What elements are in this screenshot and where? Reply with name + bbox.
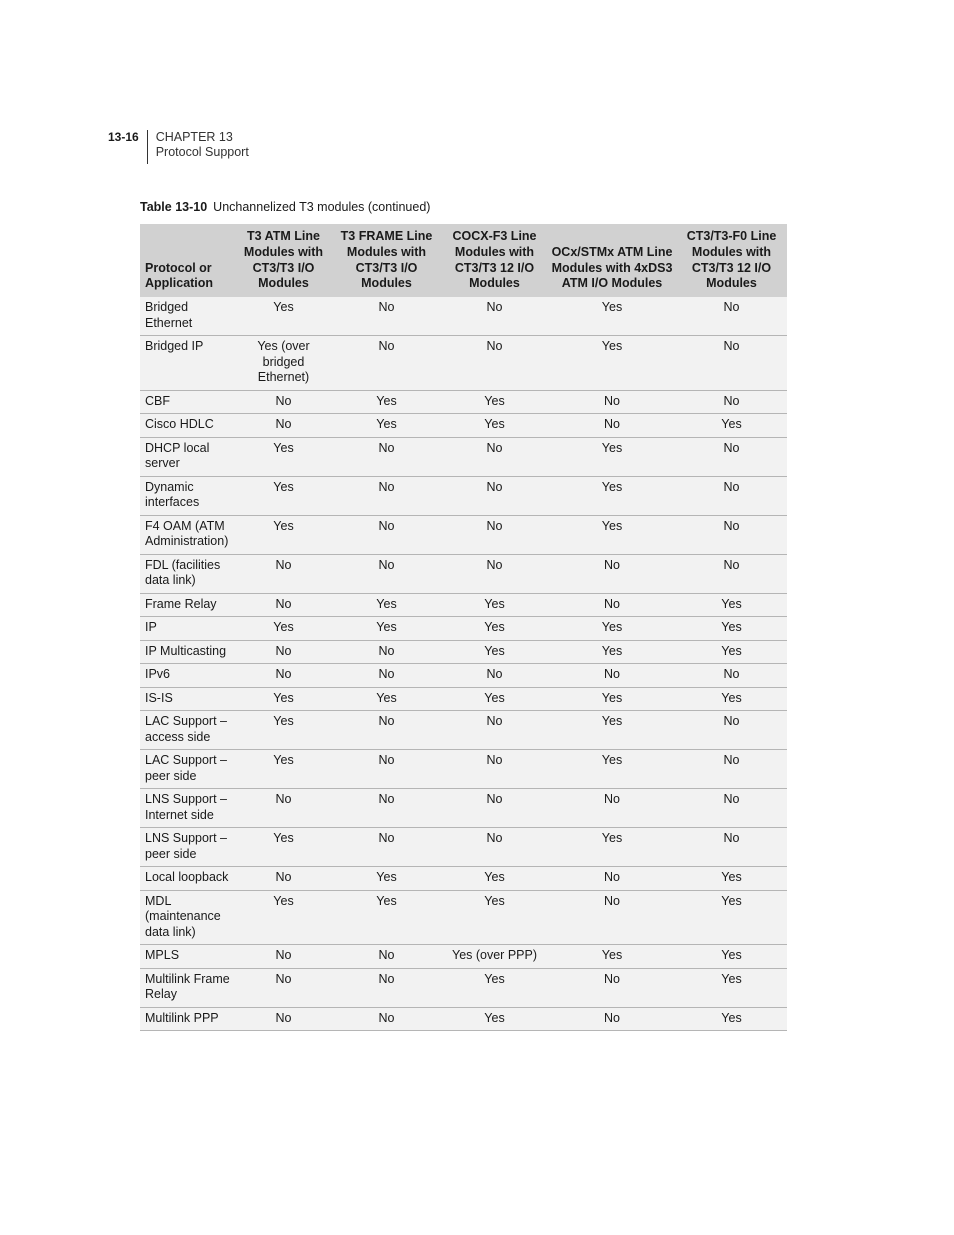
support-cell: No xyxy=(332,828,441,867)
support-cell: Yes xyxy=(235,437,332,476)
support-cell: No xyxy=(676,664,787,688)
support-cell: No xyxy=(332,968,441,1007)
support-cell: No xyxy=(235,593,332,617)
support-cell: Yes xyxy=(332,687,441,711)
support-cell: Yes xyxy=(676,968,787,1007)
support-cell: Yes xyxy=(548,515,676,554)
support-cell: Yes xyxy=(235,890,332,945)
support-cell: Yes xyxy=(235,297,332,336)
table-caption-text: Unchannelized T3 modules (continued) xyxy=(213,200,431,214)
support-cell: No xyxy=(332,1007,441,1031)
protocol-name-cell: IS-IS xyxy=(140,687,235,711)
support-cell: No xyxy=(676,828,787,867)
support-cell: Yes xyxy=(548,687,676,711)
support-cell: Yes xyxy=(676,1007,787,1031)
support-cell: No xyxy=(548,789,676,828)
support-cell: Yes xyxy=(548,336,676,391)
support-cell: No xyxy=(441,664,548,688)
table-row xyxy=(140,664,787,688)
support-cell: No xyxy=(548,390,676,414)
support-cell: Yes xyxy=(235,476,332,515)
support-cell: No xyxy=(441,336,548,391)
support-cell: No xyxy=(676,390,787,414)
support-cell: No xyxy=(676,789,787,828)
chapter-title: Protocol Support xyxy=(155,145,249,159)
support-cell: No xyxy=(235,789,332,828)
column-header: T3 ATM Line Modules with CT3/T3 I/O Modules xyxy=(235,224,332,297)
protocol-name-cell: IP xyxy=(140,617,235,641)
column-header: OCx/STMx ATM Line Modules with 4xDS3 ATM I/O Modules xyxy=(548,224,676,297)
table-caption-label: Table 13-10 xyxy=(140,200,208,214)
support-cell: Yes xyxy=(235,828,332,867)
support-cell: Yes xyxy=(441,687,548,711)
header-divider xyxy=(147,130,148,164)
support-cell: No xyxy=(676,297,787,336)
support-cell: Yes xyxy=(441,968,548,1007)
table-row xyxy=(140,515,787,554)
support-cell: No xyxy=(441,515,548,554)
column-header: Protocol or Application xyxy=(140,224,235,297)
table-row xyxy=(140,711,787,750)
support-cell: No xyxy=(332,297,441,336)
table-row xyxy=(140,890,787,945)
support-cell: No xyxy=(332,789,441,828)
support-cell: No xyxy=(548,414,676,438)
support-cell: No xyxy=(441,554,548,593)
protocol-name-cell: LAC Support – peer side xyxy=(140,750,235,789)
support-cell: Yes xyxy=(548,828,676,867)
support-cell: Yes xyxy=(235,711,332,750)
support-cell: Yes (over PPP) xyxy=(441,945,548,969)
table-row xyxy=(140,390,787,414)
support-cell: Yes xyxy=(548,437,676,476)
support-cell: Yes xyxy=(676,687,787,711)
support-cell: Yes xyxy=(548,297,676,336)
support-cell: Yes xyxy=(441,593,548,617)
support-cell: No xyxy=(235,414,332,438)
support-cell: No xyxy=(332,554,441,593)
support-cell: Yes xyxy=(441,640,548,664)
support-cell: Yes xyxy=(332,593,441,617)
table-row xyxy=(140,593,787,617)
table-row xyxy=(140,640,787,664)
support-cell: Yes xyxy=(676,945,787,969)
table-header-row xyxy=(140,224,787,297)
support-cell: Yes xyxy=(235,617,332,641)
support-cell: No xyxy=(676,437,787,476)
protocol-name-cell: FDL (facilities data link) xyxy=(140,554,235,593)
protocol-name-cell: Multilink PPP xyxy=(140,1007,235,1031)
support-cell: Yes xyxy=(548,711,676,750)
protocol-name-cell: Dynamic interfaces xyxy=(140,476,235,515)
support-cell: Yes xyxy=(332,890,441,945)
support-cell: No xyxy=(332,945,441,969)
chapter-heading xyxy=(156,130,249,160)
support-cell: Yes xyxy=(548,640,676,664)
support-cell: Yes xyxy=(548,750,676,789)
column-header: COCX-F3 Line Modules with CT3/T3 12 I/O Modules xyxy=(441,224,548,297)
support-cell: No xyxy=(235,390,332,414)
chapter-label: CHAPTER 13 xyxy=(155,130,233,144)
support-cell: No xyxy=(332,711,441,750)
support-cell: No xyxy=(441,711,548,750)
protocol-name-cell: IP Multicasting xyxy=(140,640,235,664)
support-cell: Yes xyxy=(235,687,332,711)
protocol-name-cell: DHCP local server xyxy=(140,437,235,476)
protocol-name-cell: MPLS xyxy=(140,945,235,969)
support-cell: Yes (over bridged Ethernet) xyxy=(235,336,332,391)
support-cell: No xyxy=(676,515,787,554)
protocol-name-cell: IPv6 xyxy=(140,664,235,688)
support-cell: Yes xyxy=(332,617,441,641)
support-cell: Yes xyxy=(676,890,787,945)
protocol-name-cell: Bridged Ethernet xyxy=(140,297,235,336)
support-cell: No xyxy=(332,640,441,664)
support-cell: No xyxy=(332,437,441,476)
table-row xyxy=(140,750,787,789)
table-row xyxy=(140,554,787,593)
support-cell: No xyxy=(548,968,676,1007)
table-row xyxy=(140,968,787,1007)
support-cell: No xyxy=(235,554,332,593)
support-cell: No xyxy=(548,867,676,891)
support-cell: No xyxy=(235,968,332,1007)
support-cell: Yes xyxy=(441,414,548,438)
table-row xyxy=(140,687,787,711)
support-cell: No xyxy=(548,664,676,688)
protocol-name-cell: Frame Relay xyxy=(140,593,235,617)
support-cell: Yes xyxy=(548,617,676,641)
support-cell: No xyxy=(548,554,676,593)
support-cell: No xyxy=(676,750,787,789)
table-row xyxy=(140,945,787,969)
protocol-name-cell: Local loopback xyxy=(140,867,235,891)
support-cell: No xyxy=(548,593,676,617)
protocol-name-cell: CBF xyxy=(140,390,235,414)
protocol-name-cell: Cisco HDLC xyxy=(140,414,235,438)
support-cell: Yes xyxy=(235,515,332,554)
support-cell: Yes xyxy=(676,640,787,664)
support-cell: No xyxy=(332,664,441,688)
support-cell: No xyxy=(235,867,332,891)
support-cell: No xyxy=(235,945,332,969)
table-row xyxy=(140,476,787,515)
table-row xyxy=(140,617,787,641)
support-cell: Yes xyxy=(676,414,787,438)
support-cell: Yes xyxy=(332,414,441,438)
support-cell: No xyxy=(441,437,548,476)
table-row xyxy=(140,414,787,438)
table-row xyxy=(140,1007,787,1031)
page-number: 13-16 xyxy=(108,130,139,144)
support-cell: Yes xyxy=(441,390,548,414)
support-cell: No xyxy=(235,640,332,664)
support-cell: No xyxy=(676,554,787,593)
support-cell: No xyxy=(676,336,787,391)
support-cell: Yes xyxy=(235,750,332,789)
support-cell: Yes xyxy=(548,945,676,969)
support-cell: Yes xyxy=(441,1007,548,1031)
support-cell: No xyxy=(676,711,787,750)
table-caption xyxy=(140,199,430,215)
protocol-name-cell: LNS Support – Internet side xyxy=(140,789,235,828)
support-cell: No xyxy=(332,750,441,789)
column-header: T3 FRAME Line Modules with CT3/T3 I/O Modules xyxy=(332,224,441,297)
support-cell: No xyxy=(332,476,441,515)
support-cell: No xyxy=(235,664,332,688)
support-cell: Yes xyxy=(441,890,548,945)
table-body xyxy=(140,297,787,1031)
table-row xyxy=(140,867,787,891)
support-cell: Yes xyxy=(676,867,787,891)
support-cell: Yes xyxy=(332,867,441,891)
support-cell: Yes xyxy=(676,593,787,617)
support-cell: No xyxy=(332,515,441,554)
table-row xyxy=(140,828,787,867)
protocol-name-cell: LNS Support – peer side xyxy=(140,828,235,867)
support-cell: Yes xyxy=(441,867,548,891)
table-row xyxy=(140,789,787,828)
support-cell: No xyxy=(676,476,787,515)
support-cell: Yes xyxy=(548,476,676,515)
support-cell: Yes xyxy=(441,617,548,641)
table-row xyxy=(140,336,787,391)
support-cell: Yes xyxy=(676,617,787,641)
protocol-name-cell: MDL (maintenance data link) xyxy=(140,890,235,945)
protocol-name-cell: F4 OAM (ATM Administration) xyxy=(140,515,235,554)
protocol-name-cell: Bridged IP xyxy=(140,336,235,391)
support-cell: No xyxy=(441,789,548,828)
table-row xyxy=(140,437,787,476)
support-cell: No xyxy=(441,476,548,515)
support-cell: No xyxy=(441,297,548,336)
support-cell: No xyxy=(332,336,441,391)
column-header: CT3/T3-F0 Line Modules with CT3/T3 12 I/O Modules xyxy=(676,224,787,297)
support-cell: No xyxy=(441,828,548,867)
protocol-name-cell: LAC Support – access side xyxy=(140,711,235,750)
page-header xyxy=(108,130,249,164)
support-cell: No xyxy=(235,1007,332,1031)
table-row xyxy=(140,297,787,336)
support-cell: No xyxy=(441,750,548,789)
protocol-support-table xyxy=(140,224,787,1031)
support-cell: Yes xyxy=(332,390,441,414)
support-cell: No xyxy=(548,1007,676,1031)
support-cell: No xyxy=(548,890,676,945)
protocol-name-cell: Multilink Frame Relay xyxy=(140,968,235,1007)
